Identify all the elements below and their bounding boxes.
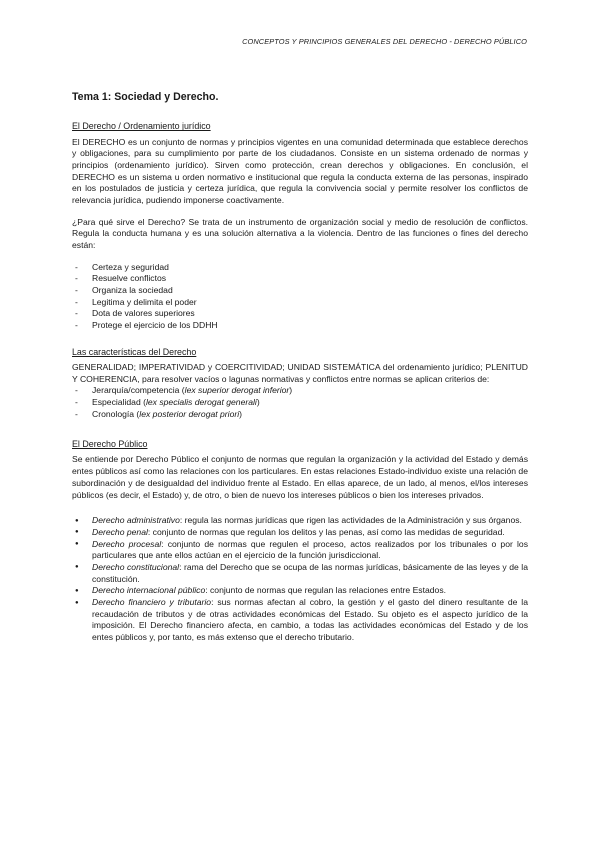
section-heading-derecho-publico: El Derecho Público bbox=[72, 439, 148, 450]
list-item: - Legitima y delimita el poder bbox=[72, 297, 528, 309]
section-heading-caracteristicas: Las características del Derecho bbox=[72, 346, 197, 357]
list-item: ● Derecho procesal: conjunto de normas que regulen el proceso, actos realizados por los tribunales o por los particulares que ante ellos actúan en el ejercicio de la función jurisdiccional. bbox=[72, 539, 528, 562]
list-item: - Resuelve conflictos bbox=[72, 273, 528, 285]
document-body bbox=[72, 90, 528, 644]
list-item: ● Derecho financiero y tributario: sus normas afectan al cobro, la gestión y el gasto del dinero resultante de la recaudación de tributos y de otras actividades económicas del Estado. Su objeto es el aspecto jurídico de la imposición. El Derecho financiero afecta, en cambio, a todas las actividades económicas del Estado y de los entes públicos y, por tanto, es más extenso que el derecho tributario. bbox=[72, 597, 528, 644]
running-header: CONCEPTOS Y PRINCIPIOS GENERALES DEL DERECHO - DERECHO PÚBLICO bbox=[242, 37, 527, 46]
list-item: - Certeza y seguridad bbox=[72, 262, 528, 274]
list-item: - Jerarquía/competencia (lex superior derogat inferior) bbox=[72, 385, 528, 397]
criteria-list bbox=[72, 385, 528, 420]
list-item: ● Derecho penal: conjunto de normas que regulan los delitos y las penas, así como las medidas de seguridad. bbox=[72, 527, 528, 539]
paragraph-derecho-purpose: ¿Para qué sirve el Derecho? Se trata de un instrumento de organización social y medio de resolución de conflictos. Regula la conducta humana y es una solución alternativa a la violencia. Dentro de las funciones o fines del derecho están: bbox=[72, 216, 528, 251]
list-item: ● Derecho internacional público: conjunto de normas que regulan las relaciones entre Estados. bbox=[72, 585, 528, 597]
paragraph-derecho-definition: El DERECHO es un conjunto de normas y principios vigentes en una comunidad determinada que establece derechos y obligaciones, para su cumplimiento por parte de los ciudadanos. Consiste en un sistema ordenado de normas y principios (ordenamiento jurídico). Sirven como protección, crean derechos y obligaciones. En conclusión, el DERECHO es un sistema u orden normativo e institucional que regula la conducta externa de las personas, inspirado en los postulados de justicia y certeza jurídica, que regula la convivencia social y permite resolver los conflictos de relevancia jurídica, pudiendo imponerse coactivamente. bbox=[72, 136, 528, 205]
branches-list bbox=[72, 515, 528, 644]
list-item: ● Derecho administrativo: regula las normas jurídicas que rigen las actividades de la Administración y sus órganos. bbox=[72, 515, 528, 527]
page-title: Tema 1: Sociedad y Derecho. bbox=[72, 91, 219, 103]
section-heading-derecho: El Derecho / Ordenamiento jurídico bbox=[72, 121, 211, 132]
list-item: - Protege el ejercicio de los DDHH bbox=[72, 320, 528, 332]
list-item: - Cronología (lex posterior derogat priori) bbox=[72, 409, 528, 421]
list-item: - Dota de valores superiores bbox=[72, 308, 528, 320]
paragraph-caracteristicas: GENERALIDAD; IMPERATIVIDAD y COERCITIVIDAD; UNIDAD SISTEMÁTICA del ordenamiento jurídico; PLENITUD Y COHERENCIA, para resolver vacíos o lagunas normativas y conflictos entre normas se aplican criterios de: bbox=[72, 361, 528, 384]
list-item: ● Derecho constitucional: rama del Derecho que se ocupa de las normas jurídicas, básicamente de las leyes y de la constitución. bbox=[72, 562, 528, 585]
functions-list bbox=[72, 262, 528, 332]
list-item: - Organiza la sociedad bbox=[72, 285, 528, 297]
paragraph-derecho-publico: Se entiende por Derecho Público el conjunto de normas que regulan la organización y la actividad del Estado y demás entes públicos así como las relaciones con los particulares. En estas relaciones Estado-individuo existe una relación de subordinación y de desigualdad del individuo frente al Estado. En ellas aparece, de un lado, al menos, el/los intereses públicos (es decir, el Estado) y, de otro, o bien de nuevo los intereses públicos o bien los intereses privados. bbox=[72, 454, 528, 500]
list-item: - Especialidad (lex specialis derogat generali) bbox=[72, 397, 528, 409]
